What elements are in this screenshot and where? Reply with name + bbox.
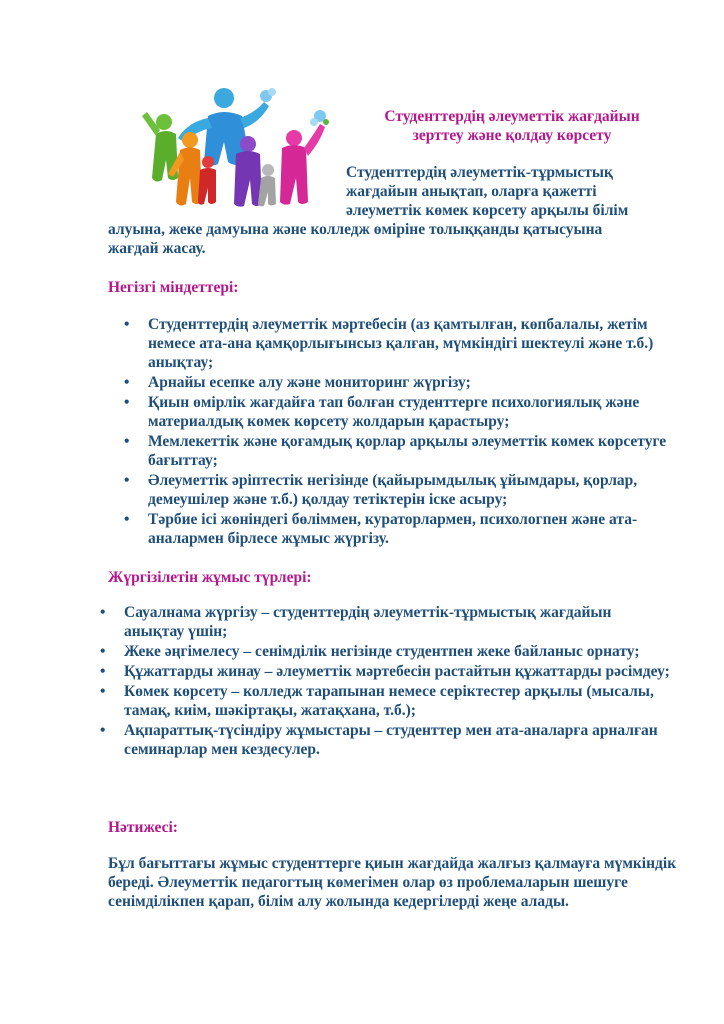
title-line-1: Студенттердің әлеуметтік жағдайын <box>384 108 640 125</box>
intro-line: алуына, жеке дамуына және колледж өміріне толыққанды қатысуына <box>108 221 603 238</box>
result-paragraph: Бұл бағыттағы жұмыс студенттерге қиын жағдайда жалғыз қалмауға мүмкіндік береді. Әлеуметтік педагогтың көмегімен олар өз проблемаларын шешуге сенімділікпен қарап, білім алу жолында кедергілерді жеңе алады. <box>108 855 677 910</box>
intro-line: әлеуметтік көмек көрсету арқылы білім <box>346 202 629 219</box>
list-item: • Жеке әңгімелесу – сенімділік негізінде студентпен жеке байланыс орнату; <box>124 642 674 661</box>
page-title <box>352 107 672 145</box>
list-item: • Көмек көрсету – колледж тарапынан немесе серіктестер арқылы (мысалы, тамақ, киім, шәкіртақы, жатақхана, т.б.); <box>124 682 674 720</box>
list-item: • Арнайы есепке алу және мониторинг жүргізу; <box>148 373 668 392</box>
list-item: • Ақпараттық-түсіндіру жұмыстары – студенттер мен ата-аналарға арналған семинарлар мен кездесулер. <box>124 721 674 759</box>
intro-paragraph <box>108 163 688 258</box>
work-list <box>124 603 674 760</box>
list-item: • Сауалнама жүргізу – студенттердің әлеуметтік-тұрмыстық жағдайын анықтау үшін; <box>124 603 674 641</box>
list-item: • Тәрбие ісі жөніндегі бөліммен, кураторлармен, психологпен және ата-аналармен бірлесе жұмыс жүргізу. <box>148 510 668 548</box>
tasks-list <box>148 315 668 549</box>
list-item: • Әлеуметтік әріптестік негізінде (қайырымдылық ұйымдары, қорлар, демеушілер және т.б.) қолдау тетіктерін іске асыру; <box>148 471 668 509</box>
result-heading: Нәтижесі: <box>108 819 178 836</box>
list-item: • Құжаттарды жинау – әлеуметтік мәртебесін растайтын құжаттарды рәсімдеу; <box>124 662 674 681</box>
list-item: • Студенттердің әлеуметтік мәртебесін (аз қамтылған, көпбалалы, жетім немесе ата-ана қамқорлығынсыз қалған, мүмкіндігі шектеулі және т.б.) анықтау; <box>148 315 668 372</box>
intro-line: жағдайын анықтап, оларға қажетті <box>346 183 597 200</box>
intro-line: жағдай жасау. <box>108 240 206 257</box>
list-item: • Қиын өмірлік жағдайға тап болған студенттерге психологиялық және материалдық көмек көрсету жолдарын қарастыру; <box>148 393 668 431</box>
intro-line: Студенттердің әлеуметтік-тұрмыстық <box>346 164 613 181</box>
tasks-heading: Негізгі міндеттері: <box>108 279 239 296</box>
work-heading: Жүргізілетін жұмыс түрлері: <box>108 569 312 586</box>
title-line-2: зерттеу және қолдау көрсету <box>412 127 612 144</box>
list-item: • Мемлекеттік және қоғамдық қорлар арқылы әлеуметтік көмек көрсетуге бағыттау; <box>148 432 668 470</box>
